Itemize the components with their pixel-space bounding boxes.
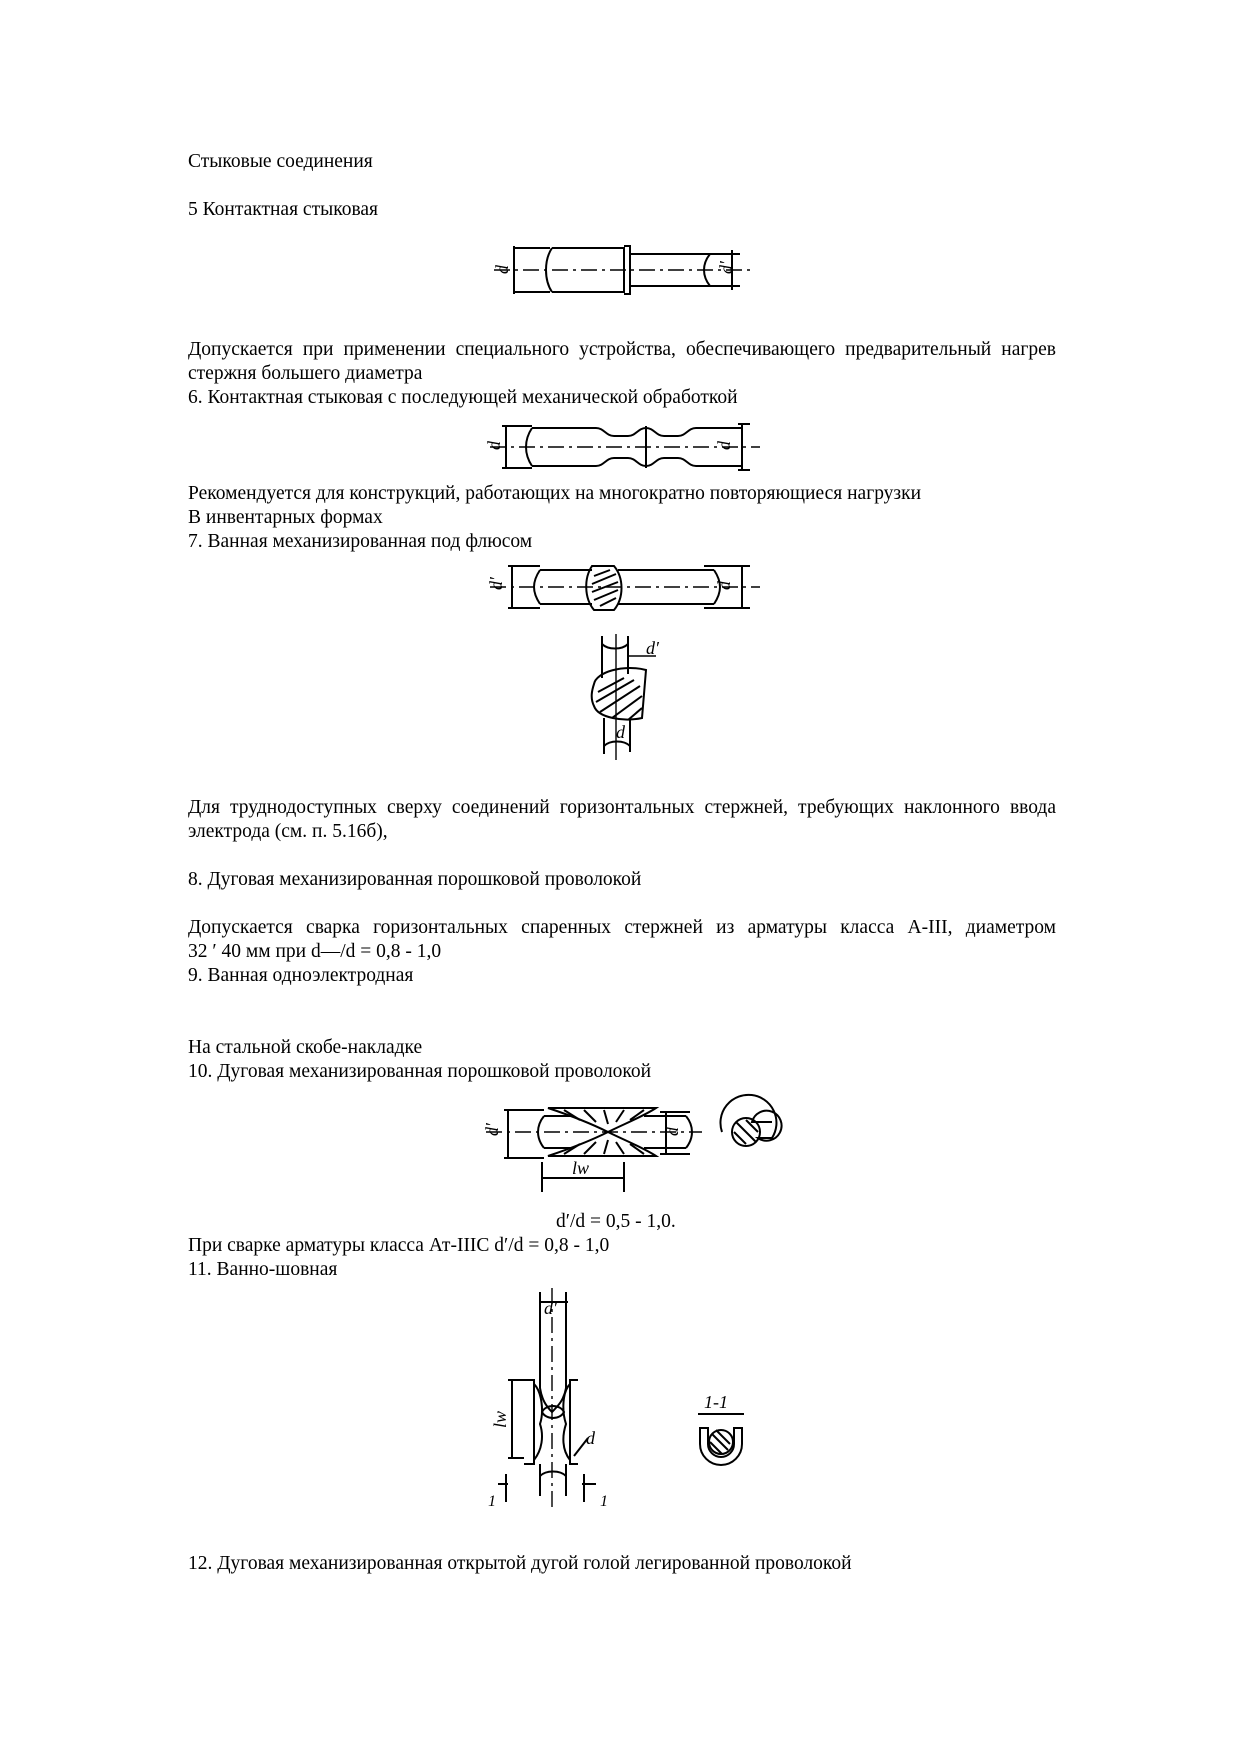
- item-9-title: 9. Ванная одноэлектродная: [188, 965, 414, 986]
- figure-10-label-d-prime: d′: [482, 1123, 502, 1136]
- section-heading: Стыковые соединения: [188, 151, 373, 172]
- figure-6-label-d-right: d: [714, 441, 734, 450]
- item-8-note-line-2: 32 ′ 40 мм при d—/d = 0,8 - 1,0: [188, 941, 442, 962]
- figure-7b-label-d-prime: d′: [646, 638, 659, 658]
- figure-7b-label-d: d: [616, 722, 625, 742]
- figure-6-label-d-left: d: [484, 441, 504, 450]
- figure-7-label-d-prime: d′: [486, 577, 506, 590]
- figure-11-cut-marker-left: 1: [488, 1493, 496, 1510]
- figure-11-label-d: d: [586, 1428, 595, 1448]
- item-5-title: 5 Контактная стыковая: [188, 199, 379, 220]
- figure-10-flux-cored-wire-joint: [484, 1092, 774, 1196]
- item-10-ratio: d′/d = 0,5 - 1,0.: [556, 1211, 676, 1232]
- item-5-note: Допускается при применении специального устройства, обеспечивающего предварительный нагрев стержня большего диаметра: [188, 339, 1056, 384]
- figure-5-label-d-prime: d′: [716, 261, 736, 274]
- figure-6-machined-butt-joint: [484, 422, 764, 472]
- item-6-note-2: В инвентарных формах: [188, 507, 383, 528]
- figure-11-label-d-prime: d′: [544, 1298, 557, 1318]
- item-12-title: 12. Дуговая механизированная открытой дугой голой легированной проволокой: [188, 1553, 852, 1574]
- figure-7-label-d: d: [714, 581, 734, 590]
- item-7-title: 7. Ванная механизированная под флюсом: [188, 531, 533, 552]
- figure-10-label-lw: lw: [572, 1158, 590, 1178]
- item-9-note: На стальной скобе-накладке: [188, 1037, 423, 1058]
- figure-11-bath-seam-joint: [484, 1288, 624, 1510]
- figure-7-inclined-bath-joint: [584, 634, 694, 758]
- figure-11-label-lw: lw: [490, 1410, 510, 1428]
- item-7-note: Для труднодоступных сверху соединений горизонтальных стержней, требующих наклонного ввода электрода (см. п. 5.16б),: [188, 797, 1056, 842]
- item-6-title: 6. Контактная стыковая с последующей механической обработкой: [188, 387, 738, 408]
- figure-11-cut-marker-right: 1: [600, 1493, 608, 1510]
- figure-7-horizontal-bath-joint: [488, 562, 768, 612]
- item-10-title: 10. Дуговая механизированная порошковой проволокой: [188, 1061, 652, 1082]
- item-11-title: 11. Ванно-шовная: [188, 1259, 338, 1280]
- figure-10-label-d: d: [662, 1127, 682, 1136]
- item-8-title: 8. Дуговая механизированная порошковой проволокой: [188, 869, 642, 890]
- figure-11-section-1-1: [686, 1388, 756, 1476]
- item-10-note: При сварке арматуры класса Ат-IIIС d′/d = 0,8 - 1,0: [188, 1235, 610, 1256]
- item-6-note-1: Рекомендуется для конструкций, работающих на многократно повторяющиеся нагрузки: [188, 483, 922, 504]
- item-8-note-line-1: Допускается сварка горизонтальных спаренных стержней из арматуры класса А-III, диаметром: [188, 917, 1056, 938]
- figure-5-flash-butt-joint: [492, 236, 764, 302]
- figure-5-label-d: d: [492, 265, 512, 274]
- section-1-1-label: 1-1: [704, 1392, 728, 1412]
